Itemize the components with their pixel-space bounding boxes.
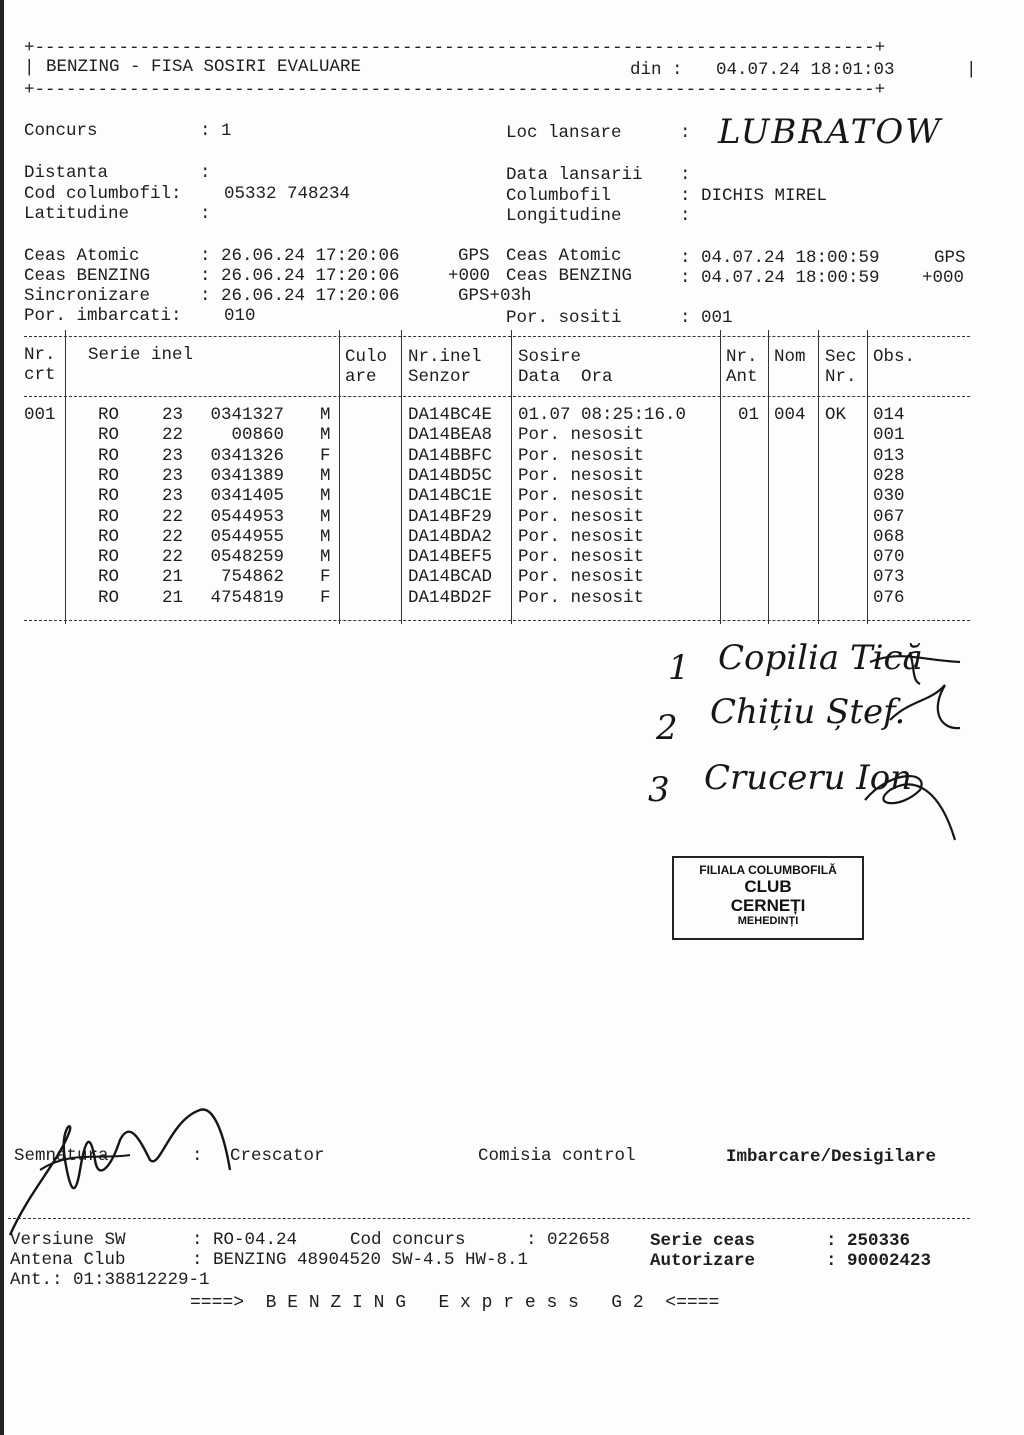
th-sosire-2: Data Ora — [518, 367, 613, 387]
th-serie-inel: Serie inel — [88, 345, 194, 365]
clock-right-benzing-suffix: +000 — [922, 268, 965, 288]
cell-sosire: Por. nesosit — [518, 425, 645, 446]
cell-sex: M — [320, 506, 331, 527]
cod-columbofil-label: Cod columbofil: — [24, 184, 182, 204]
cell-country: RO — [98, 486, 120, 507]
col-divider — [720, 330, 721, 624]
concurs-label: Concurs — [24, 121, 98, 141]
clock-left-atomic-suffix: GPS — [458, 246, 490, 266]
clock-sync-label: Sincronizare — [24, 286, 151, 306]
header-datetime: 04.07.24 18:01:03 — [716, 60, 895, 80]
stamp-line-3: CERNEȚI — [730, 896, 806, 915]
cell-year: 23 — [162, 486, 184, 507]
th-nr-crt-2: crt — [24, 365, 56, 385]
cell-year: 21 — [162, 587, 184, 608]
cell-sex: F — [320, 587, 331, 608]
cell-country: RO — [98, 465, 120, 486]
cell-sex: M — [320, 547, 331, 568]
cell-sec: OK — [825, 405, 847, 425]
cell-year: 22 — [162, 506, 184, 527]
cell-number: 0341326 — [210, 445, 284, 466]
committee-member-number: 2 — [656, 708, 678, 748]
th-nr-crt-1: Nr. — [24, 345, 56, 365]
cell-sosire: 01.07 08:25:16.0 — [518, 405, 687, 425]
benzing-banner: ====> B E N Z I N G E x p r e s s G 2 <==== — [190, 1293, 720, 1313]
antena-value: : BENZING 48904520 SW-4.5 HW-8.1 — [192, 1250, 529, 1270]
cell-country: RO — [98, 526, 120, 547]
table-header-border — [24, 396, 970, 397]
col-divider — [818, 330, 819, 624]
clock-right-benzing-label: Ceas BENZING — [506, 266, 633, 286]
semnatura-label: Semnatura — [14, 1146, 109, 1166]
clock-left-atomic-value: : 26.06.24 17:20:06 — [200, 246, 400, 266]
longitudine-value: : — [680, 206, 691, 226]
header-top-border: +--------------------------------------------------------------------------------+ — [24, 38, 886, 58]
autorizare-label: Autorizare — [650, 1251, 756, 1271]
cell-sex: M — [320, 405, 331, 425]
clock-sync-suffix: GPS+03h — [458, 286, 532, 306]
clock-left-atomic-label: Ceas Atomic — [24, 246, 140, 266]
cell-year: 22 — [162, 526, 184, 547]
cell-sensor: DA14BEF5 — [408, 547, 493, 568]
committee-member-name: Chițiu Ștef. — [710, 692, 906, 732]
header-left-bar: | — [24, 58, 35, 78]
th-sec-2: Nr. — [825, 367, 857, 387]
data-lansarii-label: Data lansarii — [506, 165, 643, 185]
versiune-label: Versiune SW — [10, 1230, 126, 1250]
committee-member-name: Copilia Tică — [718, 638, 923, 678]
cell-country: RO — [98, 587, 120, 608]
cell-sensor: DA14BDA2 — [408, 526, 493, 547]
columbofil-label: Columbofil — [506, 186, 612, 206]
cell-sex: M — [320, 486, 331, 507]
cell-obs: 073 — [873, 567, 905, 588]
cell-obs: 013 — [873, 445, 905, 466]
cell-obs: 076 — [873, 587, 905, 608]
cell-number: 0341389 — [210, 465, 284, 486]
group-nr: 001 — [24, 405, 56, 425]
cell-obs: 001 — [873, 425, 905, 446]
cell-sensor: DA14BF29 — [408, 506, 493, 527]
stamp-line-1: FILIALA COLUMBOFILĂ — [699, 863, 837, 877]
stamp-line-4: MEHEDINȚI — [737, 915, 799, 927]
cell-sosire: Por. nesosit — [518, 587, 645, 608]
th-sosire-1: Sosire — [518, 347, 582, 367]
comisia-label: Comisia control — [478, 1146, 636, 1166]
imbarcati-value: 010 — [224, 306, 256, 326]
col-divider — [65, 330, 66, 624]
imbarcati-label: Por. imbarcati: — [24, 306, 182, 326]
cell-obs: 014 — [873, 405, 905, 425]
cell-sosire: Por. nesosit — [518, 567, 645, 588]
th-nr-inel-2: Senzor — [408, 367, 472, 387]
th-sec-1: Sec — [825, 347, 857, 367]
cell-sex: F — [320, 567, 331, 588]
cell-country: RO — [98, 567, 120, 588]
table-bottom-border — [24, 620, 970, 621]
cell-year: 23 — [162, 445, 184, 466]
serie-ceas-value: : 250336 — [826, 1231, 911, 1251]
stamp-line-2: CLUB — [744, 877, 792, 896]
cell-sensor: DA14BEA8 — [408, 425, 493, 446]
th-culoare-1: Culo — [345, 347, 388, 367]
ant-line: Ant.: 01:38812229-1 — [10, 1270, 210, 1290]
cell-year: 21 — [162, 567, 184, 588]
cell-sensor: DA14BBFC — [408, 445, 493, 466]
clock-sync-value: : 26.06.24 17:20:06 — [200, 286, 400, 306]
footer-separator — [8, 1218, 970, 1219]
th-nr-ant-2: Ant — [726, 367, 758, 387]
antena-label: Antena Club — [10, 1250, 126, 1270]
cell-obs: 067 — [873, 506, 905, 527]
committee-member-number: 1 — [668, 648, 690, 688]
committee-member-number: 3 — [648, 770, 670, 810]
th-culoare-2: are — [345, 367, 377, 387]
cell-year: 23 — [162, 405, 184, 425]
cell-country: RO — [98, 405, 120, 425]
cell-country: RO — [98, 506, 120, 527]
cell-year: 22 — [162, 425, 184, 446]
club-stamp — [672, 856, 864, 940]
cell-obs: 070 — [873, 547, 905, 568]
cell-sex: M — [320, 465, 331, 486]
cell-number: 0544953 — [210, 506, 284, 527]
cell-sensor: DA14BC1E — [408, 486, 493, 507]
clock-left-benzing-value: : 26.06.24 17:20:06 — [200, 266, 400, 286]
longitudine-label: Longitudine — [506, 206, 622, 226]
th-nr-ant-1: Nr. — [726, 347, 758, 367]
clock-left-benzing-label: Ceas BENZING — [24, 266, 151, 286]
cod-concurs-value: : 022658 — [526, 1230, 611, 1250]
clock-right-atomic-label: Ceas Atomic — [506, 246, 622, 266]
cell-number: 0548259 — [210, 547, 284, 568]
cell-number: 754862 — [220, 567, 284, 588]
clock-right-benzing-value: : 04.07.24 18:00:59 — [680, 268, 880, 288]
col-divider — [867, 330, 868, 624]
columbofil-value: : DICHIS MIREL — [680, 186, 828, 206]
cell-year: 23 — [162, 465, 184, 486]
cell-sosire: Por. nesosit — [518, 445, 645, 466]
cell-number: 00860 — [231, 425, 284, 446]
clock-right-atomic-suffix: GPS — [934, 248, 966, 268]
sositi-value: : 001 — [680, 308, 733, 328]
col-divider — [339, 330, 340, 624]
col-divider — [511, 330, 512, 624]
th-nr-inel-1: Nr.inel — [408, 347, 482, 367]
cell-obs: 030 — [873, 486, 905, 507]
committee-signature-scribbles — [860, 640, 990, 860]
serie-ceas-label: Serie ceas — [650, 1231, 756, 1251]
header-right-bar: | — [966, 60, 977, 80]
semnatura-sep: : — [192, 1146, 203, 1166]
col-divider — [768, 330, 769, 624]
col-divider — [401, 330, 402, 624]
cell-sensor: DA14BC4E — [408, 405, 493, 425]
clock-right-atomic-value: : 04.07.24 18:00:59 — [680, 248, 880, 268]
cell-sosire: Por. nesosit — [518, 465, 645, 486]
cell-obs: 068 — [873, 526, 905, 547]
cell-country: RO — [98, 445, 120, 466]
cell-number: 0544955 — [210, 526, 284, 547]
loc-lansare-sep: : — [680, 123, 691, 143]
cell-country: RO — [98, 425, 120, 446]
header-din-label: din : — [630, 60, 683, 80]
autorizare-value: : 90002423 — [826, 1251, 932, 1271]
committee-member-name: Cruceru Ion — [704, 758, 913, 798]
latitudine-value: : — [200, 204, 211, 224]
cell-nom: 004 — [774, 405, 806, 425]
sositi-label: Por. sositi — [506, 308, 622, 328]
cell-sosire: Por. nesosit — [518, 506, 645, 527]
cell-sensor: DA14BD2F — [408, 587, 493, 608]
versiune-value: : RO-04.24 — [192, 1230, 298, 1250]
latitudine-label: Latitudine — [24, 204, 130, 224]
loc-lansare-label: Loc lansare — [506, 123, 622, 143]
cell-ant: 01 — [738, 405, 760, 425]
cell-sensor: DA14BD5C — [408, 465, 493, 486]
crescator-label: Crescator — [230, 1146, 325, 1166]
cell-number: 0341327 — [210, 405, 284, 425]
cell-number: 0341405 — [210, 486, 284, 507]
document-title: BENZING - FISA SOSIRI EVALUARE — [46, 57, 362, 77]
concurs-value: : 1 — [200, 121, 232, 141]
cell-sex: M — [320, 526, 331, 547]
cod-concurs-label: Cod concurs — [350, 1230, 466, 1250]
cell-sosire: Por. nesosit — [518, 526, 645, 547]
data-lansarii-value: : — [680, 165, 691, 185]
cell-sensor: DA14BCAD — [408, 567, 493, 588]
cell-obs: 028 — [873, 465, 905, 486]
cod-columbofil-value: 05332 748234 — [224, 184, 351, 204]
th-nom: Nom — [774, 347, 806, 367]
cell-number: 4754819 — [210, 587, 284, 608]
cell-sosire: Por. nesosit — [518, 547, 645, 568]
loc-lansare-handwritten: LUBRATOW — [718, 112, 943, 152]
cell-country: RO — [98, 547, 120, 568]
distanta-value: : — [200, 163, 211, 183]
th-obs: Obs. — [873, 347, 916, 367]
cell-sex: M — [320, 425, 331, 446]
cell-year: 22 — [162, 547, 184, 568]
cell-sosire: Por. nesosit — [518, 486, 645, 507]
header-bottom-border: +--------------------------------------------------------------------------------+ — [24, 80, 886, 100]
crescator-signature — [0, 1100, 240, 1240]
imbarcare-label: Imbarcare/Desigilare — [726, 1147, 937, 1167]
cell-sex: F — [320, 445, 331, 466]
clock-left-benzing-suffix: +000 — [448, 266, 491, 286]
table-top-border — [24, 336, 970, 337]
distanta-label: Distanta — [24, 163, 109, 183]
